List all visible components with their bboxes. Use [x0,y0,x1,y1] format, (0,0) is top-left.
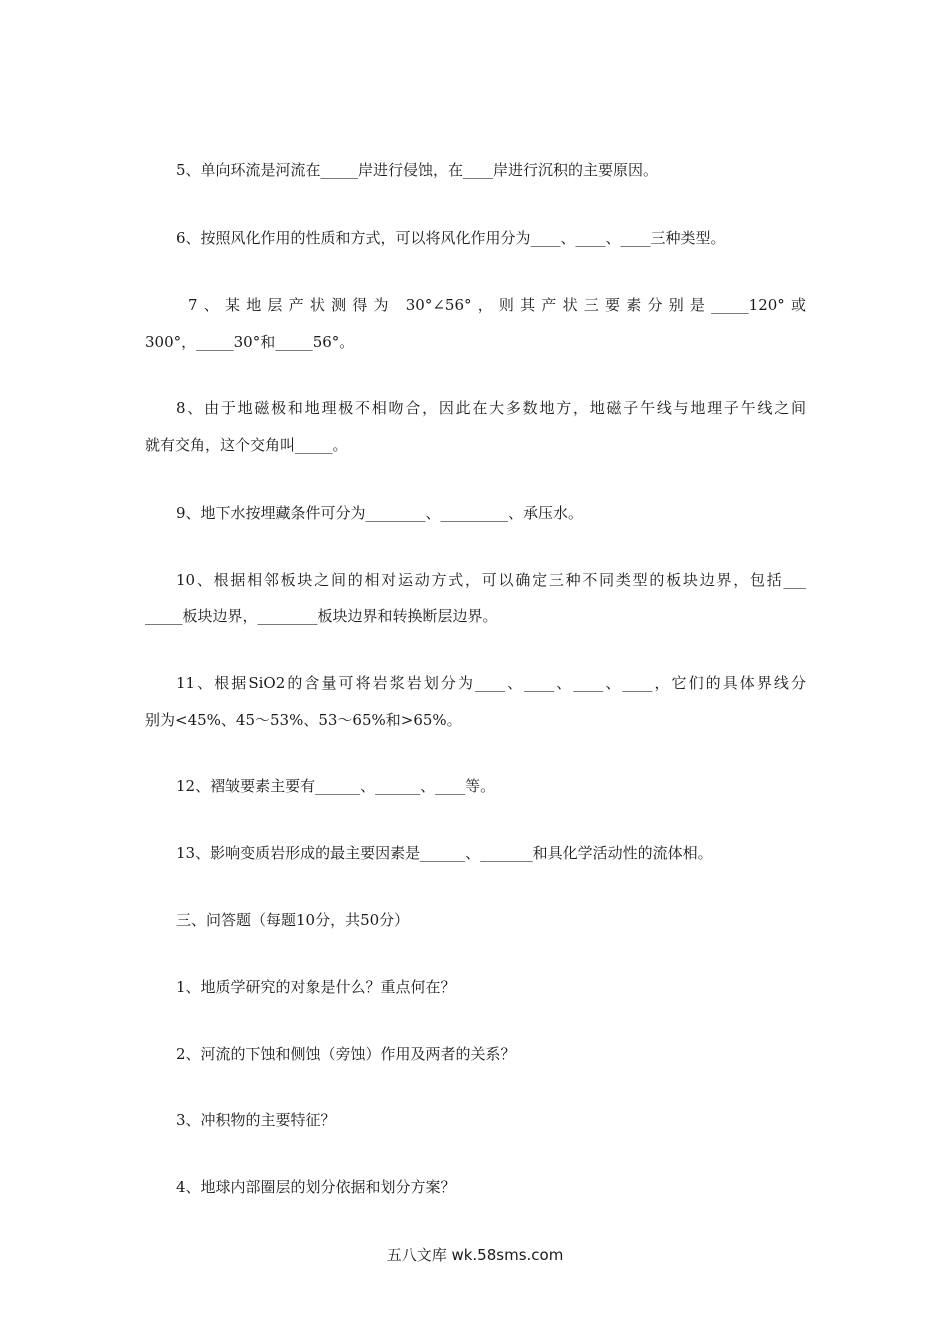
question-11-line-1: 11、根据SiO2的含量可将岩浆岩划分为____、____、____、____，它们的具体界线分 [176,674,806,692]
question-8-line-2: 就有交角，这个交角叫_____。 [145,436,348,454]
essay-question-3: 3、冲积物的主要特征？ [176,1111,336,1129]
question-12: 12、褶皱要素主要有______、______、____等。 [176,777,496,795]
question-11-line-2: 别为<45%、45～53%、53～65%和>65%。 [145,711,462,729]
question-7-line-1: 7、某地层产状测得为 30°∠56°，则其产状三要素分别是_____120°或 [188,296,806,314]
essay-question-1: 1、地质学研究的对象是什么？重点何在？ [176,978,456,996]
essay-question-2: 2、河流的下蚀和侧蚀（旁蚀）作用及两者的关系？ [176,1045,516,1063]
question-8-line-1: 8、由于地磁极和地理极不相吻合，因此在大多数地方，地磁子午线与地理子午线之间 [176,399,806,417]
essay-question-4: 4、地球内部圈层的划分依据和划分方案？ [176,1178,456,1196]
question-9: 9、地下水按埋藏条件可分为________、_________、承压水。 [176,504,584,522]
question-5: 5、单向环流是河流在_____岸进行侵蚀，在____岸进行沉积的主要原因。 [176,161,659,179]
section-3-heading: 三、问答题（每题10分，共50分） [176,911,410,929]
question-10-line-1: 10、根据相邻板块之间的相对运动方式，可以确定三种不同类型的板块边界，包括___ [176,571,806,589]
question-10-line-2: _____板块边界，________板块边界和转换断层边界。 [145,607,498,625]
footer-watermark: 五八文库 wk.58sms.com [386,1246,564,1264]
question-6: 6、按照风化作用的性质和方式，可以将风化作用分为____、____、____三种类型。 [176,229,726,247]
question-7-line-2: 300°，_____30°和_____56°。 [145,333,355,351]
question-13: 13、影响变质岩形成的最主要因素是______、_______和具化学活动性的流体相。 [176,844,713,862]
